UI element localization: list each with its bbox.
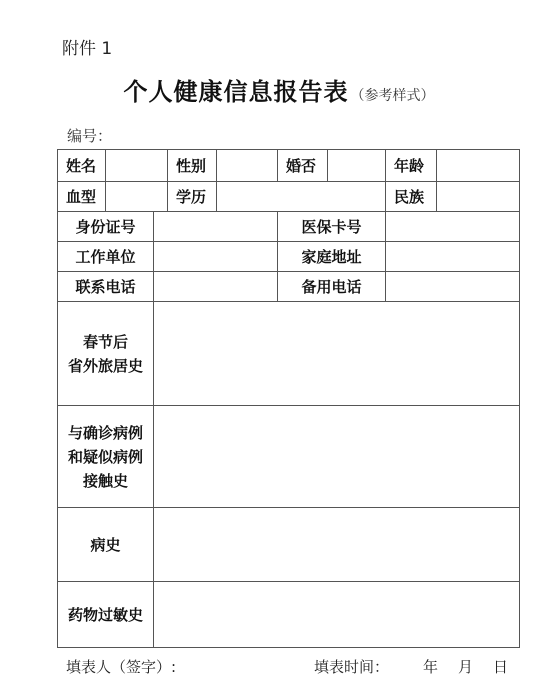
marital-field[interactable]: [328, 150, 386, 182]
filler-signature-label: 填表人（签字）:: [66, 658, 177, 676]
travel-history-field[interactable]: [154, 302, 520, 406]
home-address-field[interactable]: [386, 242, 520, 272]
month-label: 月: [458, 658, 474, 676]
workplace-field[interactable]: [154, 242, 278, 272]
medical-history-field[interactable]: [154, 508, 520, 582]
id-number-field[interactable]: [154, 212, 278, 242]
year-label: 年: [423, 658, 439, 676]
health-info-table: [57, 149, 520, 648]
attachment-label: 附件 1: [62, 39, 113, 59]
contact-history-line-2: 和疑似病例: [67, 447, 143, 466]
backup-phone-field[interactable]: [386, 272, 520, 302]
form-heading: [0, 72, 558, 107]
phone-field[interactable]: [154, 272, 278, 302]
gender-label: 性别: [168, 150, 217, 182]
phone-label: 联系电话: [58, 272, 154, 302]
home-address-label: 家庭地址: [278, 242, 386, 272]
gender-field[interactable]: [217, 150, 278, 182]
medical-history-label: 病史: [58, 508, 154, 582]
workplace-label: 工作单位: [58, 242, 154, 272]
id-number-label: 身份证号: [58, 212, 154, 242]
contact-history-label: [58, 406, 154, 508]
drug-allergy-label: 药物过敏史: [58, 582, 154, 648]
travel-history-line-1: 春节后: [82, 332, 128, 351]
fill-time-label: 填表时间：: [314, 658, 390, 676]
day-label: 日: [493, 658, 509, 676]
travel-history-label: [58, 302, 154, 406]
marital-label: 婚否: [278, 150, 328, 182]
age-field[interactable]: [437, 150, 520, 182]
education-field[interactable]: [217, 182, 386, 212]
form-subtitle: （参考样式）: [350, 88, 435, 104]
blood-type-label: 血型: [58, 182, 106, 212]
name-label: 姓名: [58, 150, 106, 182]
contact-history-field[interactable]: [154, 406, 520, 508]
form-title: 个人健康信息报告表: [123, 77, 349, 106]
education-label: 学历: [168, 182, 217, 212]
ethnicity-field[interactable]: [437, 182, 520, 212]
fill-time-group: [314, 656, 508, 677]
insurance-card-label: 医保卡号: [278, 212, 386, 242]
ethnicity-label: 民族: [386, 182, 437, 212]
age-label: 年龄: [386, 150, 437, 182]
number-label: 编号：: [67, 127, 113, 145]
blood-type-field[interactable]: [106, 182, 168, 212]
travel-history-line-2: 省外旅居史: [67, 356, 143, 375]
backup-phone-label: 备用电话: [278, 272, 386, 302]
insurance-card-field[interactable]: [386, 212, 520, 242]
contact-history-line-1: 与确诊病例: [67, 423, 143, 442]
contact-history-line-3: 接触史: [82, 471, 128, 490]
drug-allergy-field[interactable]: [154, 582, 520, 648]
name-field[interactable]: [106, 150, 168, 182]
